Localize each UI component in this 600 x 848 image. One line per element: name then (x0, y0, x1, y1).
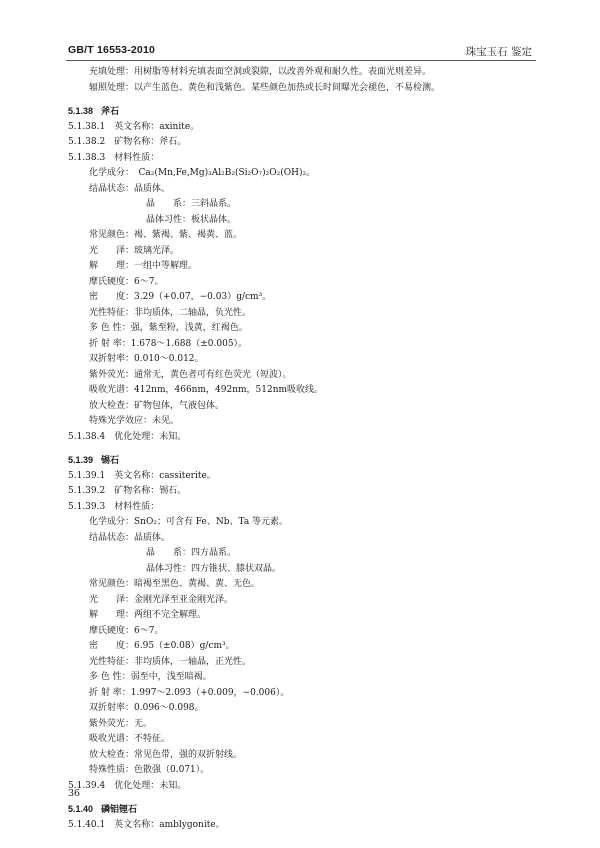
text-line: 化学成分： Ca₂(Mn,Fe,Mg)₃Al₂B₂(Si₂O₇)₂O₂(OH)₂。 (89, 168, 316, 178)
text-line: 5.1.39.2 矿物名称：锡石。 (68, 486, 187, 496)
section-name: 磷铝锂石 (101, 804, 138, 814)
text-line: 光 泽：玻璃光泽。 (89, 245, 180, 256)
text-line: 5.1.39.1 英文名称：cassiterite。 (68, 470, 216, 481)
text-line: 吸收光谱：412nm，466nm，492nm，512nm吸收线。 (89, 385, 324, 395)
section-heading-axinite (68, 104, 538, 120)
header-rule (66, 60, 536, 61)
text-line: 放大检查：矿物包体，气液包体。 (89, 400, 225, 411)
header-title: 珠宝玉石 鉴定 (465, 46, 532, 58)
text-line: 吸收光谱：不特征。 (89, 734, 171, 744)
text-line: 晶体习性：板状晶体。 (146, 214, 237, 225)
text-line: 5.1.38.2 矿物名称：斧石。 (68, 137, 187, 147)
section-name: 锡石 (101, 455, 120, 465)
text-line: 5.1.40.1 英文名称：amblygonite。 (68, 819, 225, 830)
text-line: 5.1.38.1 英文名称：axinite。 (68, 121, 200, 132)
text-line: 解 理：两组不完全解理。 (89, 610, 207, 620)
text-line: 密 度：3.29（+0.07，−0.03）g/cm³。 (89, 292, 272, 302)
text-line: 5.1.39.4 优化处理：未知。 (68, 780, 187, 791)
text-line: 5.1.39.3 材料性质： (68, 501, 160, 512)
section-name: 斧石 (101, 106, 120, 116)
text-line: 光 泽：金刚光泽至亚金刚光泽。 (89, 594, 234, 605)
intro-line-irradiation: 辐照处理：以产生蓝色、黄色和浅紫色。某些颜色加热或长时间曝光会褪色，不易检测。 (89, 82, 441, 93)
text-line: 摩氏硬度：6～7。 (89, 625, 164, 636)
text-line: 晶 系：三斜晶系。 (146, 199, 237, 209)
text-line: 5.1.38.3 材料性质： (68, 152, 160, 163)
section-number: 5.1.40 (68, 804, 94, 814)
text-line: 结晶状态：晶质体。 (89, 532, 171, 543)
text-line: 特殊光学效应：未见。 (89, 416, 180, 426)
text-line: 折 射 率：1.997～2.093（+0.009，−0.006）。 (89, 687, 290, 698)
section-cassiterite-lines (68, 469, 538, 795)
text-line: 常见颜色：暗褐至黑色、黄褐、黄、无色。 (89, 579, 261, 589)
text-line: 5.1.38.4 优化处理：未知。 (68, 431, 187, 442)
section-number: 5.1.39 (68, 455, 94, 465)
text-line: 放大检查：常见色带，强的双折射线。 (89, 749, 243, 760)
text-line: 多 色 性：弱至中，浅至暗褐。 (89, 672, 212, 682)
text-line: 化学成分：SnO₂；可含有 Fe、Nb、Ta 等元素。 (89, 517, 289, 527)
text-line: 解 理：一组中等解理。 (89, 261, 198, 271)
text-line: 紫外荧光：通常无，黄色者可有红色荧光（短波）。 (89, 369, 292, 380)
intro-line-filling: 充填处理：用树脂等材料充填表面空洞或裂隙，以改善外观和耐久性。表面光则差异。 (89, 67, 432, 77)
text-line: 双折射率：0.010～0.012。 (89, 354, 204, 364)
text-line: 摩氏硬度：6～7。 (89, 276, 164, 287)
text-line: 折 射 率：1.678～1.688（±0.005）。 (89, 338, 248, 349)
text-line: 晶体习性：四方锥状、膝状双晶。 (146, 563, 282, 574)
standard-number: GB/T 16553-2010 (68, 44, 156, 56)
section-heading-cassiterite (68, 453, 538, 469)
text-line: 常见颜色：褐、紫褐、紫、褐黄、蓝。 (89, 230, 243, 240)
text-line: 特殊性质：色散强（0.071）。 (89, 765, 210, 775)
section-axinite-lines (68, 120, 538, 446)
section-heading-amblygonite (68, 802, 538, 818)
text-line: 光性特征：非均质体，二轴晶，负光性。 (89, 307, 252, 318)
text-line: 紫外荧光：无。 (89, 718, 153, 729)
section-amblygonite-lines (68, 818, 538, 834)
text-line: 双折射率：0.096～0.098。 (89, 703, 204, 713)
page-number: 36 (68, 788, 81, 799)
text-line: 结晶状态：晶质体。 (89, 183, 171, 194)
text-line: 光性特征：非均质体，一轴晶，正光性。 (89, 656, 252, 667)
section-number: 5.1.38 (68, 106, 94, 116)
text-line: 密 度：6.95（±0.08）g/cm³。 (89, 641, 235, 651)
document-body (68, 65, 538, 833)
text-line: 多 色 性：强，紫至粉，浅黄，红褐色。 (89, 323, 248, 333)
text-line: 晶 系：四方晶系。 (146, 548, 237, 558)
